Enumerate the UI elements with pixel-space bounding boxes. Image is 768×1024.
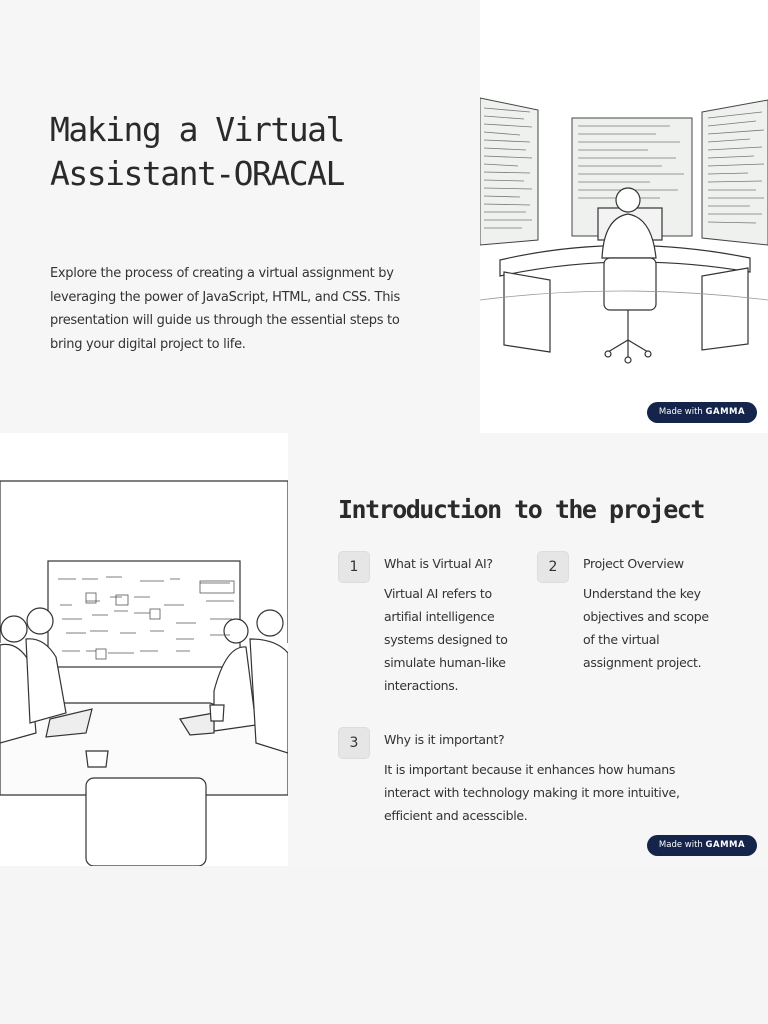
badge-prefix: Made with bbox=[658, 840, 706, 850]
badge-brand: GAMMA bbox=[705, 407, 746, 417]
badge-prefix: Made with bbox=[658, 407, 706, 417]
made-with-gamma-badge[interactable] bbox=[647, 835, 757, 856]
item-number-badge: 2 bbox=[537, 551, 569, 583]
item-title-project-overview: Project Overview bbox=[583, 556, 684, 571]
made-with-gamma-badge[interactable] bbox=[647, 402, 757, 423]
slide-introduction bbox=[0, 433, 768, 866]
item-number-badge: 3 bbox=[338, 727, 370, 759]
slide-title: Making a Virtual Assistant-ORACAL bbox=[50, 110, 344, 193]
badge-brand: GAMMA bbox=[705, 840, 746, 850]
section-heading: Introduction to the project bbox=[338, 495, 704, 524]
item-body-project-overview: Understand the key objectives and scope of the virtual assignment project. bbox=[583, 586, 709, 670]
item-body-what-is-virtual-ai: Virtual AI refers to artifial intelligence systems designed to simulate human-like interactions. bbox=[384, 586, 508, 693]
item-body-why-important: It is important because it enhances how humans interact with technology making it more intuitive, efficient and acesscible. bbox=[384, 762, 680, 823]
item-title-why-important: Why is it important? bbox=[384, 732, 505, 747]
slide-lead-paragraph: Explore the process of creating a virtual assignment by leveraging the power of JavaScript, HTML, and CSS. This presentation will guide us through the essential steps to bring your digital project to life. bbox=[50, 266, 400, 352]
item-number-badge: 1 bbox=[338, 551, 370, 583]
item-title-what-is-virtual-ai: What is Virtual AI? bbox=[384, 556, 493, 571]
slide-making-virtual-assistant bbox=[0, 0, 768, 433]
team-meeting-whiteboard-illustration bbox=[0, 433, 288, 866]
developer-at-monitors-illustration bbox=[480, 0, 768, 433]
